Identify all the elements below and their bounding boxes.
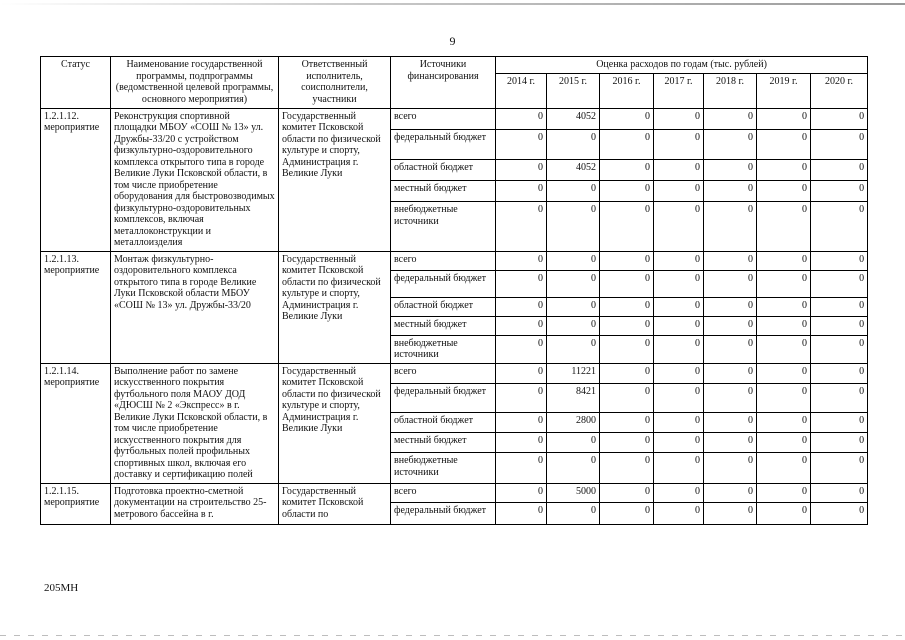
row-program-name: Монтаж физкультурно-оздоровительного комплекса открытого типа в городе Великие Луки Псковской области МБОУ «СОШ № 13» ул. Дружбы-33/20 <box>111 251 279 363</box>
expense-value: 0 <box>704 202 757 251</box>
expense-value: 0 <box>704 251 757 270</box>
expense-value: 0 <box>704 453 757 483</box>
row-type: мероприятие <box>44 122 100 133</box>
expense-value: 0 <box>600 316 654 335</box>
expense-value: 0 <box>704 270 757 297</box>
expense-value: 0 <box>811 108 868 129</box>
expense-value: 0 <box>547 502 600 524</box>
header-year: 2020 г. <box>811 73 868 108</box>
funding-source-label: всего <box>391 108 496 129</box>
expense-value: 0 <box>811 316 868 335</box>
funding-source-label: местный бюджет <box>391 316 496 335</box>
expense-value: 0 <box>654 453 704 483</box>
expense-value: 0 <box>600 181 654 202</box>
expense-value: 0 <box>757 181 811 202</box>
expense-value: 0 <box>757 383 811 412</box>
expense-value: 0 <box>600 363 654 383</box>
expense-value: 0 <box>757 335 811 363</box>
row-type: мероприятие <box>44 497 100 508</box>
expense-value: 0 <box>757 453 811 483</box>
expense-value: 0 <box>654 181 704 202</box>
table-row <box>41 251 868 270</box>
expense-value: 0 <box>496 433 547 453</box>
expense-value: 0 <box>757 316 811 335</box>
header-year: 2019 г. <box>757 73 811 108</box>
expense-value: 0 <box>811 335 868 363</box>
expense-value: 0 <box>757 129 811 159</box>
expense-value: 0 <box>600 159 654 180</box>
row-status <box>41 363 111 483</box>
expense-value: 0 <box>704 297 757 316</box>
document-code: 205МН <box>44 582 79 594</box>
expense-value: 0 <box>811 129 868 159</box>
expense-value: 0 <box>654 129 704 159</box>
expense-value: 0 <box>547 129 600 159</box>
expense-value: 0 <box>811 159 868 180</box>
expense-value: 0 <box>654 502 704 524</box>
expense-value: 0 <box>811 412 868 432</box>
funding-source-label: внебюджетные источники <box>391 335 496 363</box>
funding-source-label: федеральный бюджет <box>391 502 496 524</box>
expense-value: 0 <box>654 108 704 129</box>
expense-value: 0 <box>654 412 704 432</box>
expense-value: 5000 <box>547 483 600 502</box>
expense-value: 0 <box>547 297 600 316</box>
funding-source-label: областной бюджет <box>391 412 496 432</box>
expense-value: 0 <box>704 181 757 202</box>
expense-value: 0 <box>547 316 600 335</box>
expense-value: 0 <box>600 483 654 502</box>
header-expense-estimate: Оценка расходов по годам (тыс. рублей) <box>496 57 868 74</box>
funding-source-label: внебюджетные источники <box>391 202 496 251</box>
expense-value: 0 <box>654 270 704 297</box>
expense-value: 0 <box>547 181 600 202</box>
expense-value: 0 <box>704 108 757 129</box>
expense-value: 0 <box>757 363 811 383</box>
expense-value: 0 <box>811 202 868 251</box>
expense-value: 0 <box>811 483 868 502</box>
expense-value: 0 <box>496 251 547 270</box>
funding-source-label: федеральный бюджет <box>391 383 496 412</box>
expense-value: 0 <box>757 251 811 270</box>
expense-value: 0 <box>600 335 654 363</box>
header-status: Статус <box>41 57 111 109</box>
expense-value: 0 <box>496 181 547 202</box>
funding-source-label: местный бюджет <box>391 181 496 202</box>
row-code: 1.2.1.14. <box>44 365 79 377</box>
funding-source-label: федеральный бюджет <box>391 270 496 297</box>
expense-value: 0 <box>547 251 600 270</box>
expense-value: 0 <box>704 412 757 432</box>
header-executor: Ответственный исполнитель, соисполнители, участники <box>279 57 391 109</box>
row-type: мероприятие <box>44 265 100 276</box>
row-executor: Государственный комитет Псковской области по физической культуре и спорту, Администрация г. Великие Луки <box>279 363 391 483</box>
expense-value: 0 <box>496 502 547 524</box>
funding-source-label: областной бюджет <box>391 297 496 316</box>
expense-value: 0 <box>547 202 600 251</box>
expense-value: 0 <box>811 433 868 453</box>
expense-value: 0 <box>600 297 654 316</box>
expense-value: 0 <box>547 335 600 363</box>
expense-value: 11221 <box>547 363 600 383</box>
page-number: 9 <box>449 34 456 48</box>
table-row <box>41 483 868 502</box>
expense-value: 0 <box>496 383 547 412</box>
header-year: 2016 г. <box>600 73 654 108</box>
row-code: 1.2.1.13. <box>44 253 79 265</box>
expense-value: 0 <box>600 383 654 412</box>
expense-value: 0 <box>496 335 547 363</box>
expense-value: 0 <box>811 297 868 316</box>
expense-value: 0 <box>757 108 811 129</box>
expense-value: 0 <box>496 316 547 335</box>
expense-value: 0 <box>704 129 757 159</box>
expense-value: 0 <box>757 412 811 432</box>
expense-value: 4052 <box>547 159 600 180</box>
expense-value: 0 <box>496 270 547 297</box>
expense-value: 0 <box>811 383 868 412</box>
row-program-name: Реконструкция спортивной площадки МБОУ «СОШ № 13» ул. Дружбы-33/20 с устройством физкультурно-оздоровительного комплекса открытого типа в городе Великие Луки Псковской области, в том числе приобретение оборудования для быстровозводимых физкультурно-оздоровительных комплексов, включая металлоконструкции и металлоизделия <box>111 108 279 251</box>
expense-value: 0 <box>757 159 811 180</box>
row-program-name: Выполнение работ по замене искусственного покрытия футбольного поля МАОУ ДОД «ДЮСШ № 2 «Экспресс» в г. Великие Луки Псковской области, в том числе приобретение искусственного покрытия для футбольных полей профильных спортивных школ, включая его доставку и сертификацию полей <box>111 363 279 483</box>
expense-value: 0 <box>811 453 868 483</box>
expense-value: 0 <box>811 363 868 383</box>
expense-value: 0 <box>496 108 547 129</box>
funding-source-label: всего <box>391 483 496 502</box>
header-program-name: Наименование государственной программы, подпрограммы (ведомственной целевой программы, основного мероприятия) <box>111 57 279 109</box>
expense-value: 0 <box>757 502 811 524</box>
row-code: 1.2.1.12. <box>44 110 79 122</box>
expense-value: 0 <box>757 202 811 251</box>
expense-value: 0 <box>654 483 704 502</box>
table-row <box>41 108 868 129</box>
expense-value: 0 <box>654 433 704 453</box>
expense-value: 2800 <box>547 412 600 432</box>
expense-value: 0 <box>600 251 654 270</box>
header-year: 2014 г. <box>496 73 547 108</box>
expense-value: 0 <box>600 202 654 251</box>
funding-source-label: внебюджетные источники <box>391 453 496 483</box>
expense-value: 0 <box>496 453 547 483</box>
row-program-name: Подготовка проектно-сметной документации на строительство 25-метрового бассейна в г. <box>111 483 279 524</box>
header-year: 2015 г. <box>547 73 600 108</box>
expense-value: 0 <box>811 181 868 202</box>
funding-source-label: всего <box>391 251 496 270</box>
expense-value: 0 <box>811 502 868 524</box>
expense-value: 0 <box>654 159 704 180</box>
row-status <box>41 483 111 524</box>
expense-value: 0 <box>496 297 547 316</box>
funding-source-label: областной бюджет <box>391 159 496 180</box>
row-executor: Государственный комитет Псковской области по физической культуре и спорту, Администрация г. Великие Луки <box>279 251 391 363</box>
row-executor: Государственный комитет Псковской области по физической культуре и спорту, Администрация г. Великие Луки <box>279 108 391 251</box>
expense-value: 0 <box>496 363 547 383</box>
expense-value: 0 <box>704 483 757 502</box>
expense-value: 0 <box>704 335 757 363</box>
expense-value: 0 <box>654 383 704 412</box>
expense-value: 0 <box>547 433 600 453</box>
expense-value: 0 <box>654 363 704 383</box>
row-type: мероприятие <box>44 377 100 388</box>
header-year: 2017 г. <box>654 73 704 108</box>
row-code: 1.2.1.15. <box>44 485 79 497</box>
expense-value: 0 <box>757 483 811 502</box>
scan-edge-bottom <box>0 635 905 636</box>
expense-value: 0 <box>600 129 654 159</box>
expense-value: 0 <box>600 108 654 129</box>
row-status <box>41 108 111 251</box>
funding-source-label: местный бюджет <box>391 433 496 453</box>
expense-value: 0 <box>704 433 757 453</box>
header-funding-sources: Источники финансирования <box>391 57 496 109</box>
expense-value: 0 <box>704 316 757 335</box>
budget-table <box>40 56 868 525</box>
expense-value: 4052 <box>547 108 600 129</box>
expense-value: 0 <box>496 202 547 251</box>
expense-value: 0 <box>496 129 547 159</box>
expense-value: 0 <box>496 483 547 502</box>
expense-value: 0 <box>704 363 757 383</box>
expense-value: 0 <box>600 502 654 524</box>
expense-value: 0 <box>704 502 757 524</box>
row-status <box>41 251 111 363</box>
expense-value: 0 <box>496 159 547 180</box>
expense-value: 8421 <box>547 383 600 412</box>
header-year: 2018 г. <box>704 73 757 108</box>
budget-table-body <box>41 108 868 524</box>
expense-value: 0 <box>654 335 704 363</box>
funding-source-label: всего <box>391 363 496 383</box>
expense-value: 0 <box>654 251 704 270</box>
expense-value: 0 <box>600 412 654 432</box>
expense-value: 0 <box>811 270 868 297</box>
expense-value: 0 <box>654 202 704 251</box>
expense-value: 0 <box>496 412 547 432</box>
expense-value: 0 <box>547 270 600 297</box>
expense-value: 0 <box>811 251 868 270</box>
expense-value: 0 <box>547 453 600 483</box>
expense-value: 0 <box>757 297 811 316</box>
expense-value: 0 <box>600 433 654 453</box>
expense-value: 0 <box>704 159 757 180</box>
expense-value: 0 <box>600 453 654 483</box>
expense-value: 0 <box>600 270 654 297</box>
scan-edge-top <box>0 3 905 5</box>
expense-value: 0 <box>704 383 757 412</box>
expense-value: 0 <box>654 316 704 335</box>
table-row <box>41 363 868 383</box>
expense-value: 0 <box>654 297 704 316</box>
funding-source-label: федеральный бюджет <box>391 129 496 159</box>
expense-value: 0 <box>757 270 811 297</box>
row-executor: Государственный комитет Псковской области по <box>279 483 391 524</box>
expense-value: 0 <box>757 433 811 453</box>
